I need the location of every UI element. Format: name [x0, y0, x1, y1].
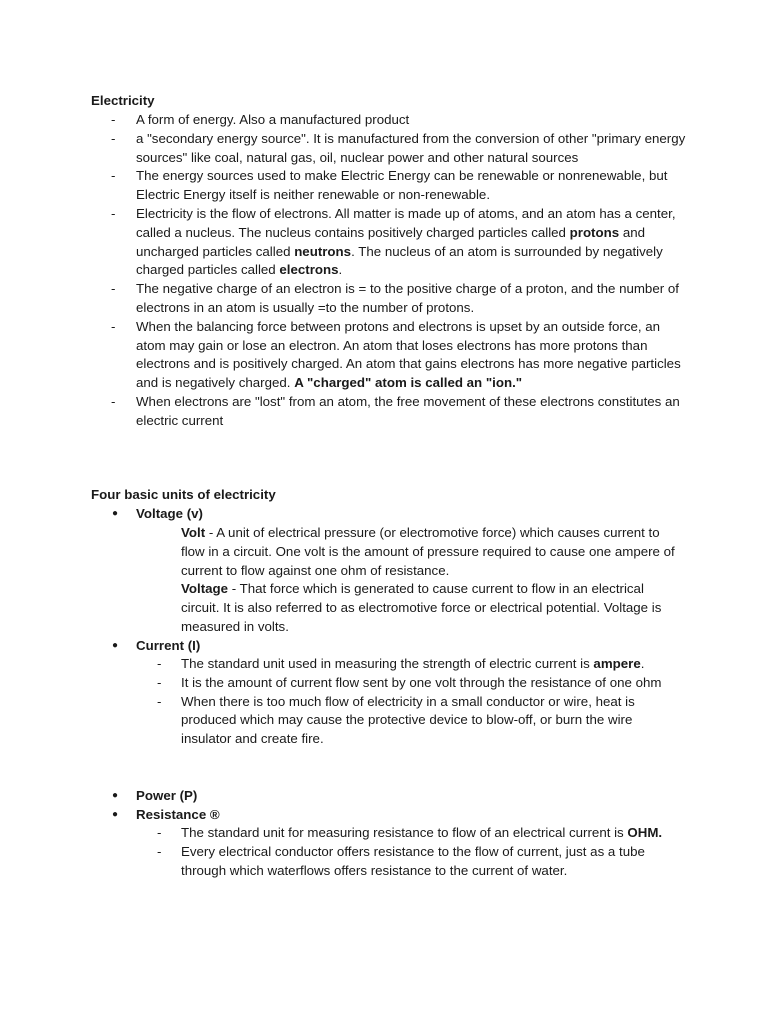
resistance-list-item — [0, 843, 669, 881]
unit-current-label: Current (I) — [136, 638, 201, 653]
bullet-marker: ● — [112, 508, 119, 519]
electricity-list-item — [0, 393, 686, 431]
volt-definition-text: - A unit of electrical pressure (or electromotive force) which causes current to flow in a circuit. One volt is the amount of pressure required to cause one ampere of current to flow against one ohm of resistance. — [181, 525, 675, 578]
bold-term: neutrons — [294, 243, 352, 259]
resistance-list — [0, 824, 669, 880]
heading-four-basic-units: Four basic units of electricity — [91, 487, 276, 502]
dash-marker: - — [111, 281, 116, 297]
dash-marker: - — [157, 656, 162, 671]
item-text: The energy sources used to make Electric Energy can be renewable or nonrenewable, but Electric Energy itself is neither renewable or non-renewable. — [136, 168, 668, 203]
current-list — [0, 655, 669, 749]
item-text: It is the amount of current flow sent by one volt through the resistance of one ohm — [181, 674, 662, 690]
bold-term: A "charged" atom is called an "ion." — [294, 375, 523, 391]
current-list-item — [0, 674, 669, 693]
item-text: and uncharged particles called — [136, 224, 646, 259]
volt-definition — [181, 524, 681, 580]
current-list-item — [0, 693, 669, 749]
dash-marker: - — [111, 112, 116, 127]
item-text: The standard unit used in measuring the strength of electric current is — [181, 656, 594, 671]
item-text: When the balancing force between protons and electrons is upset by an outside force, an atom may gain or lose an electron. An atom that loses electrons has more protons than electrons and is positively charged. An atom that gains electrons has more negative particles and is negatively charged. — [136, 318, 681, 391]
item-text: When electrons are "lost" from an atom, the free movement of these electrons constitutes an electric current — [136, 393, 680, 428]
electricity-list-item — [0, 111, 686, 130]
voltage-definition — [181, 580, 681, 636]
heading-electricity: Electricity — [91, 93, 155, 108]
voltage-definition-text: - That force which is generated to cause current to flow in an electrical circuit. It is also referred to as electromotive force or electrical potential. Voltage is measured in volts. — [181, 581, 662, 634]
current-list-item — [0, 655, 669, 674]
dash-marker: - — [111, 393, 116, 409]
bullet-marker: ● — [112, 790, 119, 801]
voltage-term: Voltage — [181, 581, 229, 596]
item-text: When there is too much flow of electricity in a small conductor or wire, heat is produced which may cause the protective device to blow-off, or burn the wire insulator and create fire. — [181, 693, 635, 747]
dash-marker: - — [111, 168, 116, 184]
item-text: . The nucleus of an atom is surrounded by negatively charged particles called — [136, 243, 663, 278]
bold-term: ampere — [593, 656, 641, 671]
bullet-marker: ● — [112, 809, 119, 820]
item-text: Electricity is the flow of electrons. All matter is made up of atoms, and an atom has a center, called a nucleus. The nucleus contains positively charged particles called — [136, 205, 676, 240]
item-text: The standard unit for measuring resistance to flow of an electrical current is — [181, 825, 628, 840]
volt-term: Volt — [181, 525, 206, 540]
electricity-list-item — [0, 280, 686, 318]
item-text: . — [640, 656, 645, 671]
bold-term: electrons — [279, 262, 339, 278]
item-text: . — [338, 262, 343, 278]
dash-marker: - — [157, 843, 162, 859]
electricity-list — [0, 111, 686, 431]
dash-marker: - — [111, 205, 116, 221]
bold-term: OHM. — [627, 825, 663, 840]
dash-marker: - — [157, 693, 162, 709]
electricity-list-item — [0, 318, 686, 393]
dash-marker: - — [157, 674, 162, 690]
electricity-list-item — [0, 130, 686, 168]
electricity-list-item — [0, 205, 686, 280]
unit-power-label: Power (P) — [136, 788, 198, 803]
dash-marker: - — [157, 825, 162, 840]
dash-marker: - — [111, 318, 116, 334]
item-text: Every electrical conductor offers resistance to the flow of current, just as a tube through which waterflows offers resistance to the current of water. — [181, 843, 645, 878]
item-text: a "secondary energy source". It is manufactured from the conversion of other "primary energy sources" like coal, natural gas, oil, nuclear power and other natural sources — [136, 130, 686, 165]
unit-voltage-label: Voltage (v) — [136, 506, 203, 521]
item-text: A form of energy. Also a manufactured product — [136, 112, 410, 127]
resistance-list-item — [0, 824, 669, 843]
dash-marker: - — [111, 130, 116, 146]
unit-resistance-label: Resistance ® — [136, 807, 220, 822]
electricity-list-item — [0, 167, 686, 205]
bullet-marker: ● — [112, 640, 119, 651]
bold-term: protons — [569, 224, 620, 240]
item-text: The negative charge of an electron is = to the positive charge of a proton, and the number of electrons in an atom is usually =to the number of protons. — [136, 281, 679, 315]
